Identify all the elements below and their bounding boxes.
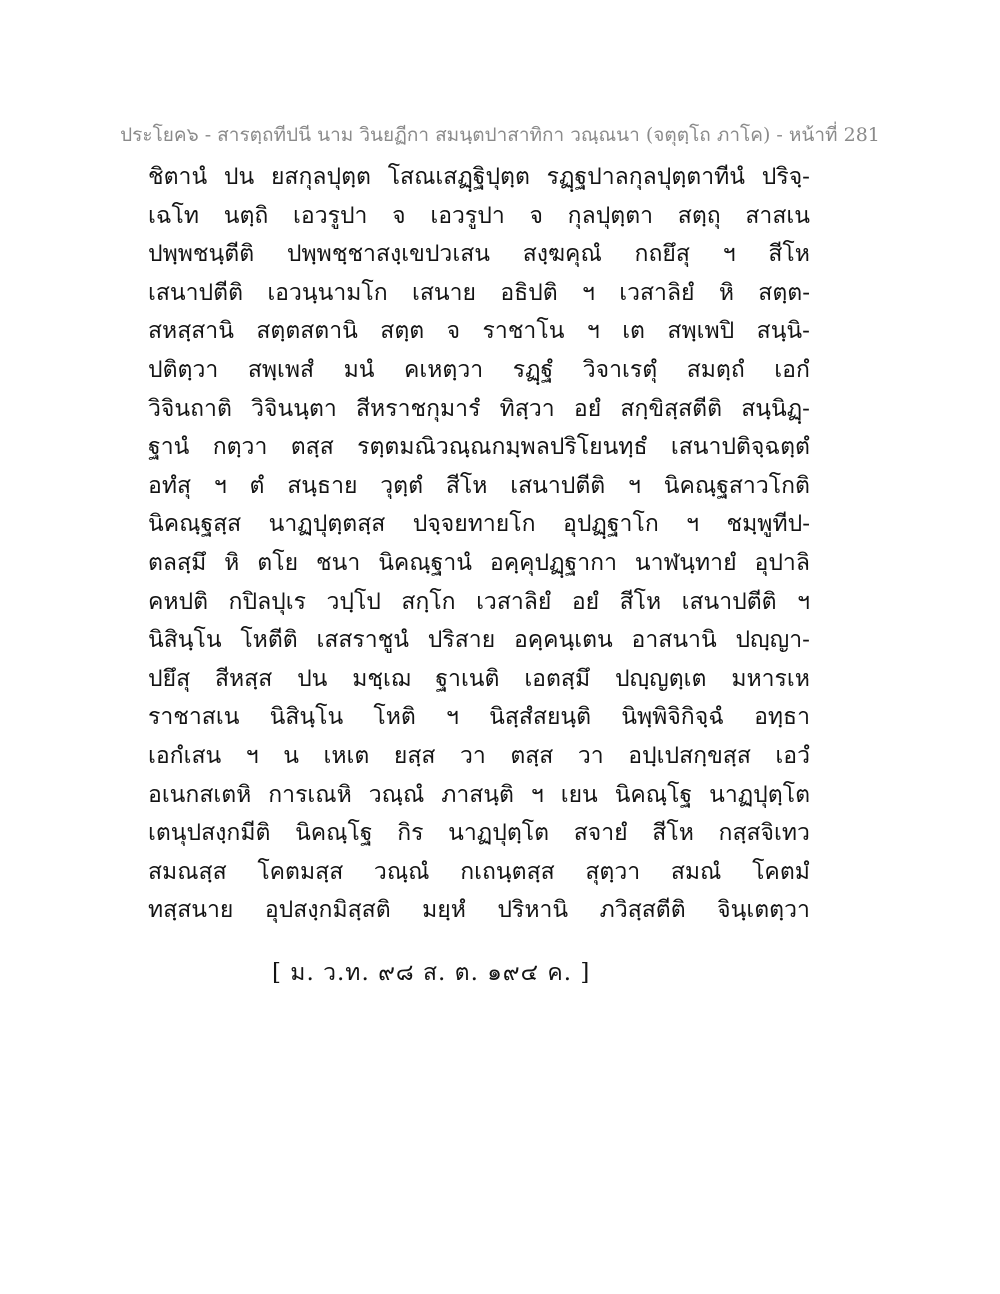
- body-line: คหปติ กปิลปุเร วปฺโป สกฺโก เวสาลิยํ อยํ สีโห เสนาปตีติ ฯ: [148, 588, 810, 615]
- body-line: ปยึสุ สีหสฺส ปน มชฺเฌ ฐาเนติ เอตสฺมึ ปญฺญตฺเต มหารเห: [148, 665, 810, 692]
- body-line: ชิตานํ ปน ยสกุลปุตฺต โสณเสฏฺฐิปุตฺต รฏฺฐปาลกุลปุตฺตาทีนํ ปริจฺ-: [148, 164, 810, 190]
- body-line: นิคณฺฐสฺส นาฏปุตฺตสฺส ปจฺจยทายโก อุปฏฺฐาโก ฯ ชมฺพูทีป-: [148, 511, 810, 538]
- body-line: เอกํเสน ฯ น เหเต ยสฺส วา ตสฺส วา อปฺเปสกฺขสฺส เอวํ: [148, 743, 810, 769]
- body-line: ทสฺสนาย อุปสงฺกมิสฺสติ มยฺหํ ปริหานิ ภวิสฺสตีติ จินฺเตตฺวา: [148, 897, 810, 924]
- body-line: ราชาสเน นิสินฺโน โหติ ฯ นิสฺสํสยนฺติ นิพฺพิจิกิจฺฉํ อทฺธา: [148, 704, 810, 731]
- running-header: ประโยค๖ - สารตฺถทีปนี นาม วินยฏีกา สมนฺตปาสาทิกา วณฺณนา (จตุตฺโถ ภาโค) - หน้าที่ 281: [120, 124, 880, 146]
- page-reference: [ ม. ว.ท. ๙๘ ส. ต. ๑๙๔ ค. ]: [272, 960, 591, 986]
- body-line: ปติตฺวา สพฺเพสํ มนํ คเหตฺวา รฏฺฐํ วิจาเรตุํ สมตฺถํ เอกํ: [148, 357, 810, 383]
- body-line: เฉโท นตฺถิ เอวรูปา จ เอวรูปา จ กุลปุตฺตา สตฺถุ สาสเน: [148, 202, 810, 229]
- body-line: เตนุปสงฺกมีติ นิคณฺโฐ กิร นาฏปุตฺโต สจายํ สีโห กสฺสจิเทว: [148, 820, 810, 847]
- body-line: อเนกสเตหิ การเณหิ วณฺณํ ภาสนฺติ ฯ เยน นิคณฺโฐ นาฏปุตฺโต: [148, 781, 810, 808]
- body-line: สหสฺสานิ สตฺตสตานิ สตฺต จ ราชาโน ฯ เต สพฺเพปิ สนฺนิ-: [148, 318, 810, 345]
- body-line: ฐานํ กตฺวา ตสฺส รตฺตมณิวณฺณกมฺพลปริโยนทฺธํ เสนาปติจฺฉตฺตํ: [148, 434, 810, 461]
- body-line: ปพฺพชนฺตีติ ปพฺพชฺชาสงฺเขปวเสน สงฺฆคุณํ กถยึสุ ฯ สีโห: [148, 241, 810, 268]
- body-line: สมณสฺส โคตมสฺส วณฺณํ กเถนฺตสฺส สุตฺวา สมณํ โคตมํ: [148, 858, 810, 885]
- body-line: อทํสุ ฯ ตํ สนฺธาย วุตฺตํ สีโห เสนาปตีติ ฯ นิคณฺฐสาวโกติ: [148, 472, 810, 499]
- body-line: นิสินฺโน โหตีติ เสสราชูนํ ปริสาย อคฺคนฺเตน อาสนานิ ปญฺญา-: [148, 627, 810, 654]
- body-line: ตลสฺมึ หิ ตโย ชนา นิคณฺฐานํ อคฺคุปฏฺฐากา นาฬนฺทายํ อุปาลิ: [148, 550, 810, 576]
- body-line: เสนาปตีติ เอวนฺนามโก เสนาย อธิปติ ฯ เวสาลิยํ หิ สตฺต-: [148, 279, 810, 306]
- body-line: วิจินถาติ วิจินนฺตา สีหราชกุมารํ ทิสฺวา อยํ สกฺขิสฺสตีติ สนฺนิฏฺ-: [148, 395, 810, 422]
